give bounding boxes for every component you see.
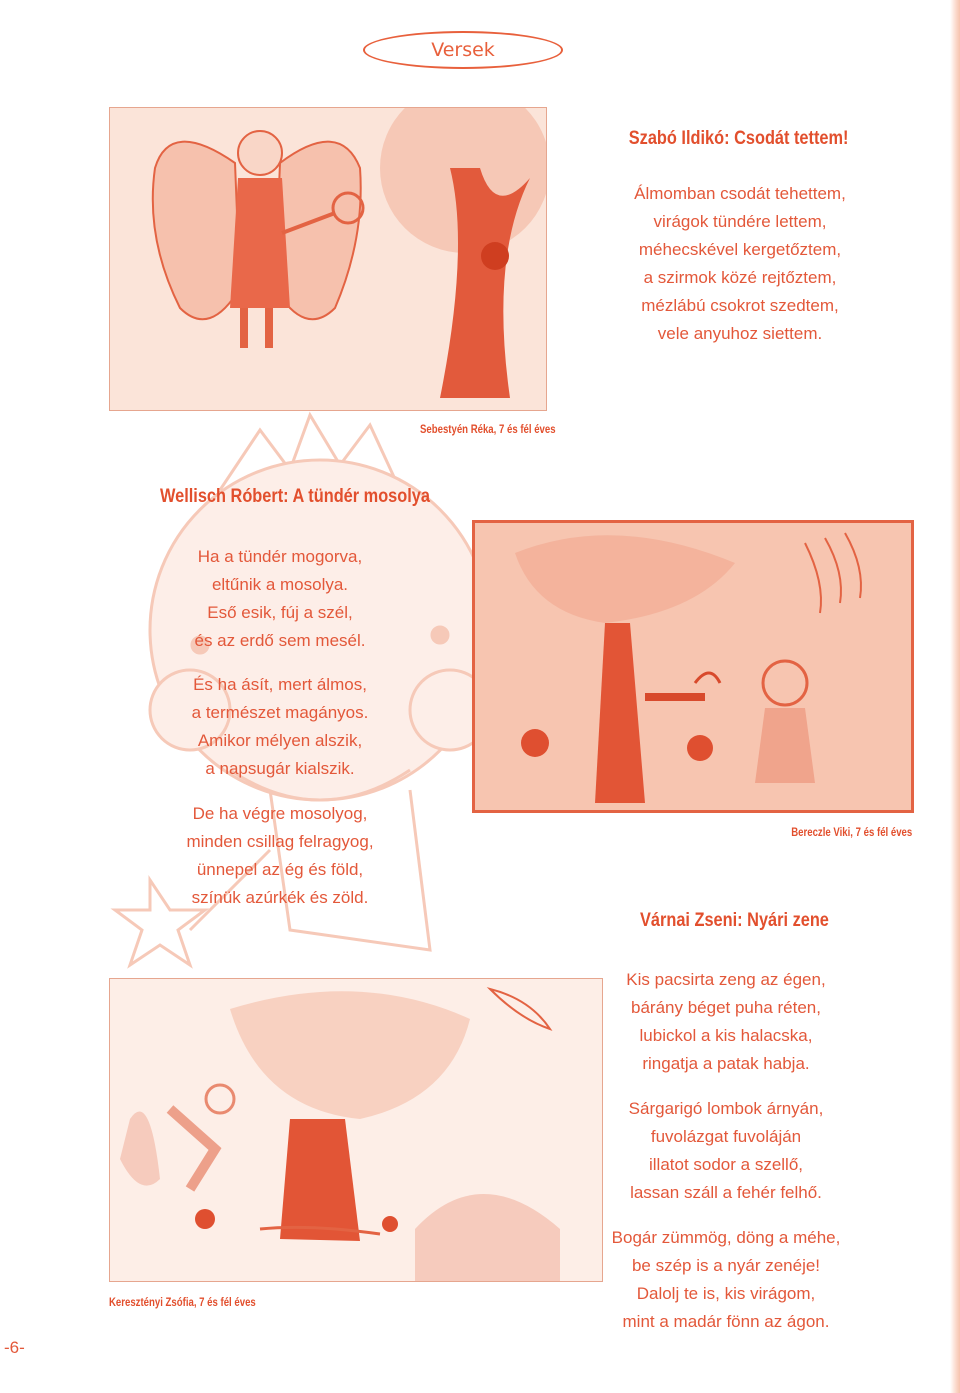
poem1-line: mézlábú csokrot szedtem,: [641, 296, 839, 315]
drawing-tree-bird-girl: [472, 520, 914, 813]
poem1-stanza: [590, 180, 890, 348]
page-edge-tint: [950, 0, 960, 1393]
drawing1-caption: Sebestyén Réka, 7 és fél éves: [420, 422, 556, 436]
poem2-stanza-3: [135, 800, 425, 912]
poem3-line: illatot sodor a szellő,: [648, 1155, 804, 1174]
drawing-tree-fairy-flowers: [109, 978, 603, 1282]
poem2-line: Amikor mélyen alszik,: [197, 731, 363, 750]
poem2-line: színük azúrkék és zöld.: [191, 888, 369, 907]
poem3-line: ringatja a patak habja.: [642, 1054, 810, 1073]
poem3-line: lassan száll a fehér felhő.: [630, 1183, 822, 1202]
poem2-stanza-2: [135, 671, 425, 783]
drawing-fairy-and-tree: [109, 107, 547, 411]
poem3-line: Dalolj te is, kis virágom,: [636, 1284, 816, 1303]
poem3-line: Sárgarigó lombok árnyán,: [628, 1099, 824, 1118]
poem3-title: Várnai Zseni: Nyári zene: [640, 910, 829, 931]
poem3-stanza-3: [590, 1224, 862, 1336]
poem2-stanza-1: [135, 543, 425, 655]
poem2-line: a napsugár kialszik.: [205, 759, 355, 778]
poem2-line: minden csillag felragyog,: [186, 832, 374, 851]
drawing2-caption: Bereczle Viki, 7 és fél éves: [791, 825, 912, 839]
poem3-stanza-1: [590, 966, 862, 1078]
poem2-line: eltűnik a mosolya.: [211, 575, 349, 594]
poem3-line: be szép is a nyár zenéje!: [631, 1256, 821, 1275]
poem2-title: Wellisch Róbert: A tündér mosolya: [160, 486, 430, 507]
poem2-line: De ha végre mosolyog,: [192, 804, 368, 823]
section-title: Versek: [431, 39, 495, 61]
poem3-line: fuvolázgat fuvoláján: [650, 1127, 802, 1146]
poem1-line: Álmomban csodát tehettem,: [634, 184, 846, 203]
poem2-line: Ha a tündér mogorva,: [197, 547, 363, 566]
poem3-line: Kis pacsirta zeng az égen,: [626, 970, 826, 989]
poem1-line: vele anyuhoz siettem.: [657, 324, 823, 343]
poem1-line: méhecskével kergetőztem,: [638, 240, 842, 259]
poem2-line: ünnepel az ég és föld,: [196, 860, 364, 879]
poem3-line: bárány béget puha réten,: [631, 998, 821, 1017]
poem3-stanza-2: [590, 1095, 862, 1207]
poem3-line: lubickol a kis halacska,: [639, 1026, 813, 1045]
drawing3-caption: Keresztényi Zsófia, 7 és fél éves: [109, 1295, 256, 1309]
poem3-line: Bogár zümmög, döng a méhe,: [611, 1228, 841, 1247]
poem1-title: Szabó Ildikó: Csodát tettem!: [628, 128, 848, 149]
poem1-line: a szirmok közé rejtőztem,: [643, 268, 837, 287]
poem1-line: virágok tündére lettem,: [653, 212, 827, 231]
page-number: -6-: [4, 1338, 25, 1357]
poem2-line: Eső esik, fúj a szél,: [207, 603, 353, 622]
poem2-line: a természet magányos.: [191, 703, 369, 722]
section-header-pill: [363, 31, 563, 69]
poem2-line: és az erdő sem mesél.: [194, 631, 366, 650]
poem3-line: mint a madár fönn az ágon.: [622, 1312, 830, 1331]
poem2-line: És ha ásít, mert álmos,: [193, 675, 367, 694]
